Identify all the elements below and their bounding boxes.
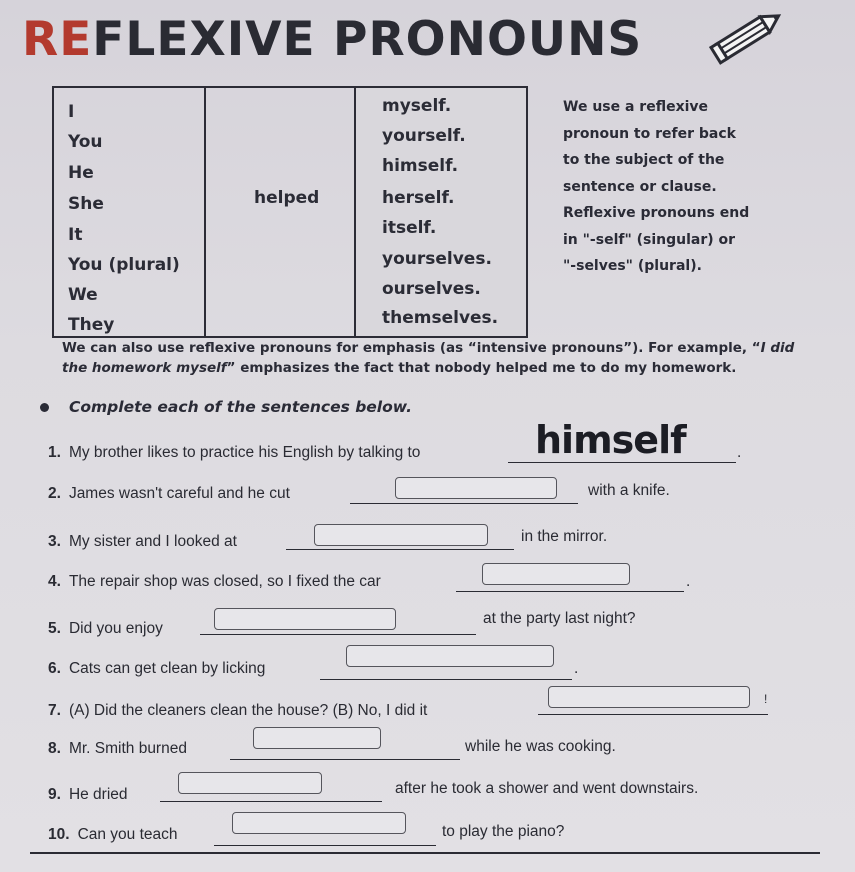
answer-box-3[interactable] xyxy=(314,524,488,546)
question-number: 1. xyxy=(48,444,61,461)
answer-box-9[interactable] xyxy=(178,772,322,794)
answer-box-2[interactable] xyxy=(395,477,557,499)
emphasis-part1: We can also use reflexive pronouns for emphasis (as “intensive pronouns”). For example, “ xyxy=(62,340,761,356)
explanation-line: sentence or clause. xyxy=(563,178,717,195)
answer-blank-7[interactable] xyxy=(538,713,768,715)
question-3 xyxy=(48,533,237,551)
question-6-end: . xyxy=(574,660,579,677)
question-number: 4. xyxy=(48,573,61,590)
question-number: 5. xyxy=(48,620,61,637)
question-text: (A) Did the cleaners clean the house? (B) No, I did it xyxy=(68,702,428,719)
question-text: Mr. Smith burned xyxy=(68,740,187,757)
subject-item: I xyxy=(68,102,75,122)
answer-box-5[interactable] xyxy=(214,608,396,630)
bullet-icon xyxy=(40,403,49,412)
pronoun-table xyxy=(52,86,528,338)
question-number: 10. xyxy=(48,826,70,843)
question-10 xyxy=(48,826,178,844)
emphasis-note xyxy=(62,338,802,378)
question-5 xyxy=(48,620,163,638)
question-number: 8. xyxy=(48,740,61,757)
answer-box-7[interactable] xyxy=(548,686,750,708)
question-3-end: in the mirror. xyxy=(521,528,608,545)
reflexive-item: herself. xyxy=(382,188,455,208)
question-text: He dried xyxy=(68,786,128,803)
emphasis-example: I did the homework myself xyxy=(62,340,795,376)
question-number: 6. xyxy=(48,660,61,677)
question-text: The repair shop was closed, so I fixed the car xyxy=(68,573,381,590)
question-10-end: to play the piano? xyxy=(442,823,565,840)
title-rest: FLEXIVE PRONOUNS xyxy=(92,12,643,67)
answer-blank-4[interactable] xyxy=(456,590,684,592)
question-2-end: with a knife. xyxy=(588,482,670,499)
emphasis-part2: ” emphasizes the fact that nobody helped me to do my homework. xyxy=(226,360,737,376)
question-number: 3. xyxy=(48,533,61,550)
subject-item: You xyxy=(68,132,103,152)
answer-blank-8[interactable] xyxy=(230,758,460,760)
question-number: 9. xyxy=(48,786,61,803)
explanation-line: in "-self" (singular) or xyxy=(563,231,736,248)
subject-item: You (plural) xyxy=(68,255,180,275)
question-6 xyxy=(48,660,265,678)
subject-column xyxy=(53,87,205,337)
reflexive-item: ourselves. xyxy=(382,279,481,299)
reflexive-item: itself. xyxy=(382,218,437,238)
reflexive-item: yourself. xyxy=(382,126,466,146)
answer-blank-3[interactable] xyxy=(286,548,514,550)
instruction xyxy=(40,398,412,416)
subject-item: She xyxy=(68,194,104,214)
answer-box-6[interactable] xyxy=(346,645,554,667)
answer-box-8[interactable] xyxy=(253,727,381,749)
question-7-end: ! xyxy=(764,692,768,706)
explanation-line: "-selves" (plural). xyxy=(563,258,702,274)
explanation-line: We use a reflexive xyxy=(563,99,709,115)
question-number: 7. xyxy=(48,702,61,719)
question-1 xyxy=(48,444,420,462)
answer-blank-6[interactable] xyxy=(320,678,572,680)
subject-item: We xyxy=(68,285,98,305)
explanation-line: to the subject of the xyxy=(563,152,725,168)
question-9 xyxy=(48,786,128,804)
answer-box-10[interactable] xyxy=(232,812,406,834)
page-title xyxy=(22,12,642,67)
question-8 xyxy=(48,740,187,758)
question-text: Cats can get clean by licking xyxy=(68,660,266,677)
question-text: My sister and I looked at xyxy=(68,533,237,550)
verb-column xyxy=(205,87,355,337)
question-number: 2. xyxy=(48,485,61,502)
answer-box-4[interactable] xyxy=(482,563,630,585)
question-8-end: while he was cooking. xyxy=(465,738,616,755)
subject-item: They xyxy=(68,315,115,335)
reflexive-item: yourselves. xyxy=(382,249,492,269)
title-accent: RE xyxy=(22,12,93,67)
answer-blank-10[interactable] xyxy=(214,844,436,846)
subject-item: It xyxy=(68,225,83,245)
question-9-end: after he took a shower and went downstairs. xyxy=(395,780,699,797)
verb-label: helped xyxy=(254,188,320,208)
reflexive-column xyxy=(355,87,527,337)
question-text: James wasn't careful and he cut xyxy=(68,485,290,502)
question-text: Can you teach xyxy=(77,826,178,843)
reflexive-item: himself. xyxy=(382,156,459,176)
answer-1-handwritten: himself xyxy=(535,418,686,462)
answer-blank-2[interactable] xyxy=(350,502,578,504)
explanation-line: Reflexive pronouns end xyxy=(563,205,750,221)
bottom-rule xyxy=(30,852,820,854)
reflexive-item: myself. xyxy=(382,96,452,116)
subject-item: He xyxy=(68,163,94,183)
explanation-line: pronoun to refer back xyxy=(563,125,736,142)
question-text: Did you enjoy xyxy=(68,620,163,637)
reflexive-item: themselves. xyxy=(382,308,499,328)
question-4-end: . xyxy=(686,573,691,590)
pencil-icon xyxy=(708,2,788,68)
question-7 xyxy=(48,702,427,720)
question-5-end: at the party last night? xyxy=(483,610,636,627)
answer-blank-9[interactable] xyxy=(160,800,382,802)
answer-blank-5[interactable] xyxy=(200,633,476,635)
question-4 xyxy=(48,573,381,591)
instruction-text: Complete each of the sentences below. xyxy=(69,398,412,416)
question-1-end: . xyxy=(737,444,742,461)
question-2 xyxy=(48,485,290,503)
question-text: My brother likes to practice his English by talking to xyxy=(68,444,421,461)
explanation-text xyxy=(563,94,793,280)
